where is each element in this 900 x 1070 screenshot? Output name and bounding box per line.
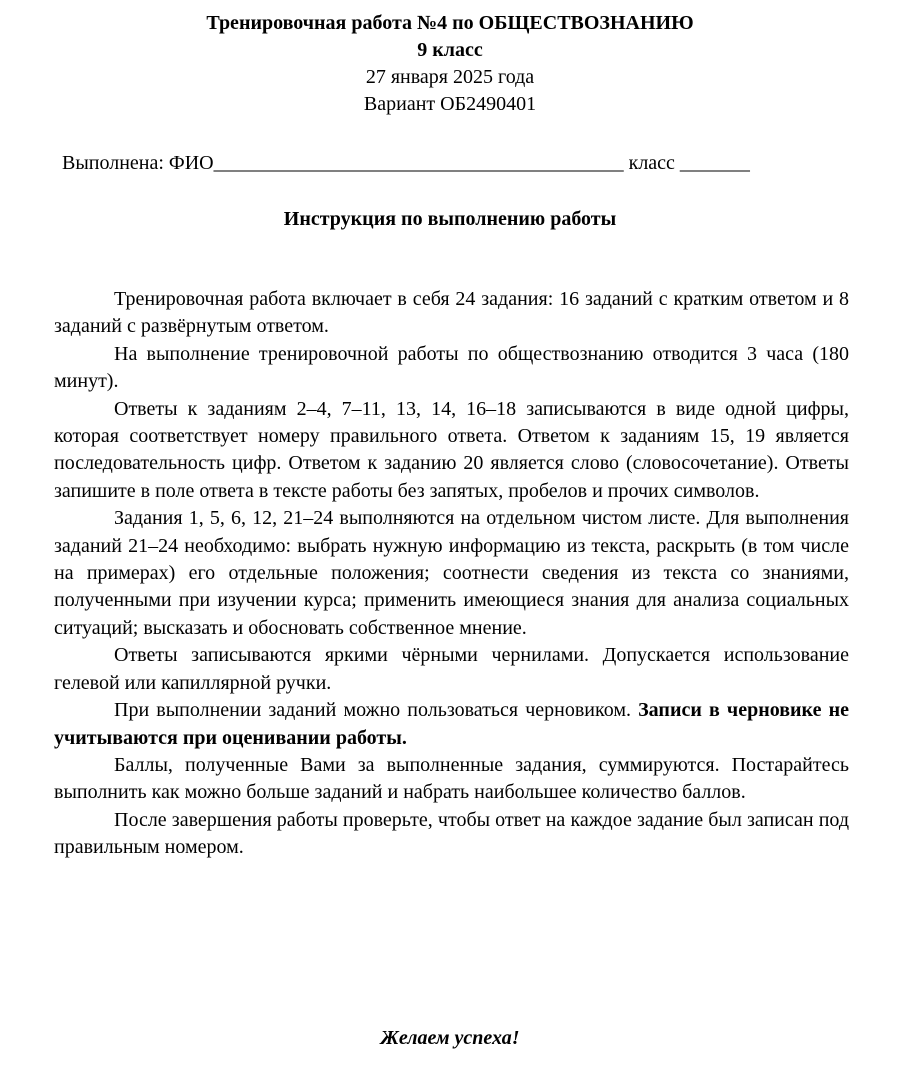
instruction-paragraph: На выполнение тренировочной работы по обществознанию отводится 3 часа (180 минут).: [54, 342, 849, 393]
variant-label: Вариант ОБ2490401: [363, 93, 537, 115]
instruction-paragraph: После завершения работы проверьте, чтобы ответ на каждое задание был записан под правильным номером.: [54, 808, 849, 859]
draft-text: При выполнении заданий можно пользоваться черновиком.: [114, 699, 631, 722]
instructions-body: [54, 286, 849, 862]
instructions-heading: Инструкция по выполнению работы: [283, 208, 617, 230]
instruction-paragraph: Задания 1, 5, 6, 12, 21–24 выполняются на отдельном чистом листе. Для выполнения заданий 21–24 необходимо: выбрать нужную информацию из текста, раскрыть (в том числе на примерах) его отдельные положения; соотнести сведения из текста со знаниями, полученными при изучении курса; применить имеющиеся знания для анализа социальных ситуаций; высказать и обосновать собственное мнение.: [54, 507, 849, 639]
draft-paragraph: [54, 697, 849, 752]
draft-warning: Записи в черновике не учитываются при оценивании работы.: [54, 699, 849, 749]
date-label: 27 января 2025 года: [365, 66, 535, 88]
grade-label: 9 класс: [417, 39, 483, 61]
instruction-paragraph: Ответы записываются яркими чёрными чернилами. Допускается использование гелевой или капиллярной ручки.: [54, 644, 849, 694]
student-name-field: Выполнена: ФИО_________________________________________ класс _______: [62, 152, 750, 174]
instruction-paragraph: Ответы к заданиям 2–4, 7–11, 13, 14, 16–18 записываются в виде одной цифры, которая соответствует номеру правильного ответа. Ответом к заданиям 15, 19 является последовательность цифр. Ответом к заданию 20 является слово (словосочетание). Ответы запишите в поле ответа в тексте работы без запятых, пробелов и прочих символов.: [54, 397, 849, 502]
page-title: Тренировочная работа №4 по ОБЩЕСТВОЗНАНИЮ: [206, 12, 694, 34]
instruction-paragraph: Баллы, полученные Вами за выполненные задания, суммируются. Постарайтесь выполнить как можно больше заданий и набрать наибольшее количество баллов.: [54, 753, 849, 804]
instruction-paragraph: Тренировочная работа включает в себя 24 задания: 16 заданий с кратким ответом и 8 заданий с развёрнутым ответом.: [54, 288, 849, 338]
good-luck-message: Желаем успеха!: [380, 1027, 520, 1049]
